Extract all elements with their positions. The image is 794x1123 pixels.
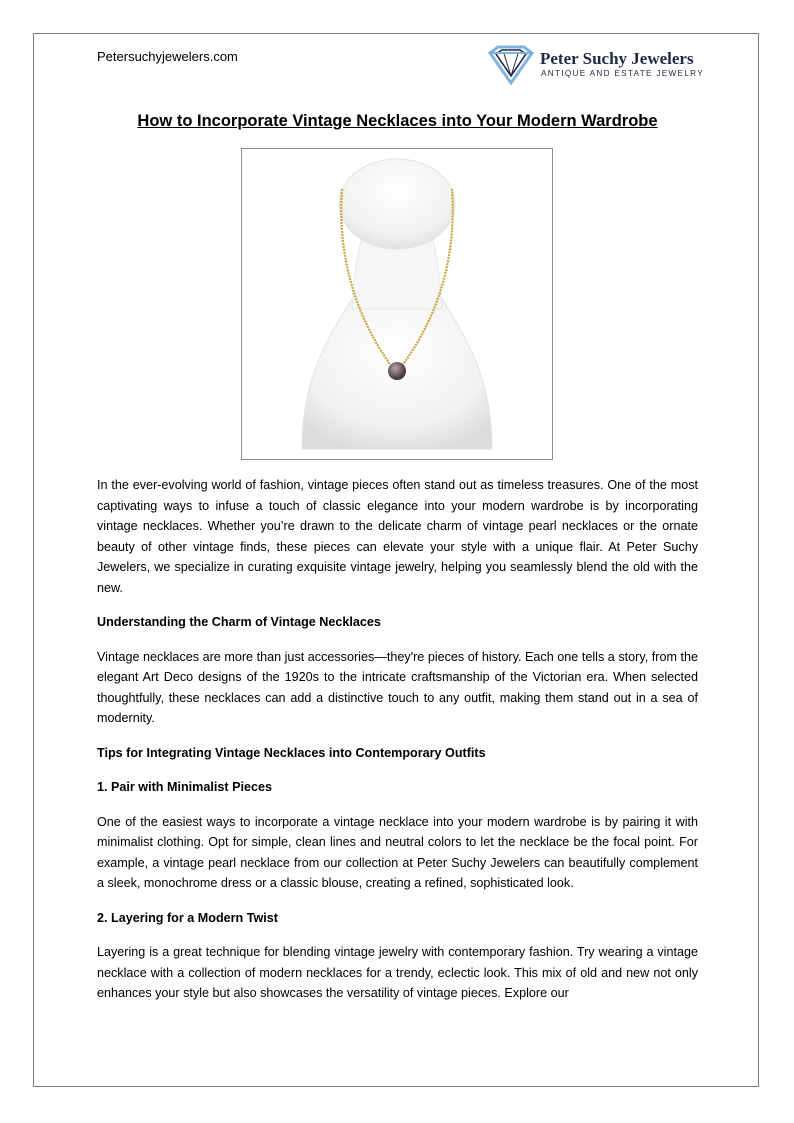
necklace-photo (241, 148, 553, 460)
logo-name: Peter Suchy Jewelers (540, 49, 694, 68)
article-title: How to Incorporate Vintage Necklaces into Your Modern Wardrobe (137, 112, 658, 130)
article-body (97, 475, 698, 1018)
tip1-paragraph: One of the easiest ways to incorporate a vintage necklace into your modern wardrobe is by pairing it with minimalist clothing. Opt for simple, clean lines and neutral colors to let the necklace be the focal point. For example, a vintage pearl necklace from our collection at Peter Suchy Jewelers can beautifully complement a sleek, monochrome dress or a classic blouse, creating a refined, sophisticated look. (97, 814, 698, 890)
tip2-heading: 2. Layering for a Modern Twist (97, 910, 279, 925)
diamond-icon (488, 45, 534, 85)
intro-paragraph: In the ever-evolving world of fashion, vintage pieces often stand out as timeless treasures. One of the most captivating ways to infuse a touch of classic elegance into your modern wardrobe is by incorporating vintage necklaces. Whether you’re drawn to the delicate charm of vintage pearl necklaces or the ornate beauty of other vintage finds, these pieces can elevate your style with a unique flair. At Peter Suchy Jewelers, we specialize in curating exquisite vintage jewelry, helping you seamlessly blend the old with the new. (97, 478, 698, 595)
section2-heading: Tips for Integrating Vintage Necklaces into Contemporary Outfits (97, 745, 486, 760)
tip1-heading: 1. Pair with Minimalist Pieces (97, 780, 272, 794)
site-url[interactable]: Petersuchyjewelers.com (97, 49, 238, 64)
section1-heading: Understanding the Charm of Vintage Necklaces (97, 615, 381, 629)
logo-tagline: ANTIQUE AND ESTATE JEWELRY (541, 69, 705, 78)
brand-logo[interactable] (488, 45, 703, 85)
section1-paragraph: Vintage necklaces are more than just accessories—they're pieces of history. Each one tells a story, from the elegant Art Deco designs of the 1920s to the intricate craftsmanship of the Victorian era. When selected thoughtfully, these necklaces can add a distinctive touch to any outfit, making them stand out in a sea of modernity. (97, 649, 698, 725)
necklace-illustration (242, 149, 552, 459)
tip2-paragraph: Layering is a great technique for blending vintage jewelry with contemporary fashion. Try wearing a vintage necklace with a collection of modern necklaces for a trendy, eclectic look. This mix of old and new not only enhances your style but also showcases the versatility of vintage pieces. Explore our (97, 945, 698, 1000)
